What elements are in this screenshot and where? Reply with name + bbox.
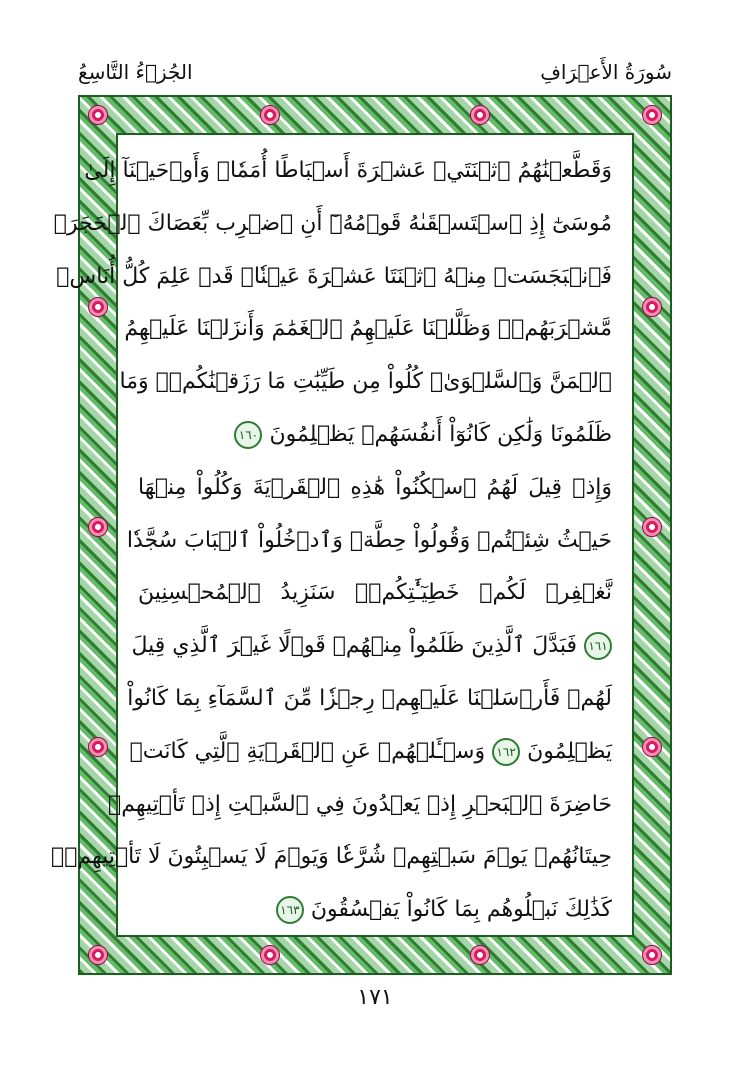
- verse-text: كَذَٰلِكَ نَبۡلُوهُم بِمَا كَانُواْ يَفۡسُقُونَ: [310, 897, 612, 923]
- text-line: نَّغۡفِرۡ لَكُمۡ خَطِيٓـَٰٔتِكُمۡۚ سَنَزِيدُ ٱلۡمُحۡسِنِينَ: [138, 580, 612, 606]
- page-number: ١٧١: [357, 985, 393, 1010]
- verse-text: ظَلَمُونَا وَلَٰكِن كَانُوٓاْ أَنفُسَهُمۡ يَظۡلِمُونَ: [269, 421, 612, 447]
- text-line: وَإِذۡ قِيلَ لَهُمُ ٱسۡكُنُواْ هَٰذِهِ ٱلۡقَرۡيَةَ وَكُلُواْ مِنۡهَا: [138, 474, 612, 500]
- text-line: وَقَطَّعۡنَٰهُمُ ٱثۡنَتَيۡ عَشۡرَةَ أَسۡبَاطًا أُمَمٗاۚ وَأَوۡحَيۡنَآ إِلَىٰ: [84, 158, 612, 183]
- text-line: فَٱنۢبَجَسَتۡ مِنۡهُ ٱثۡنَتَا عَشۡرَةَ عَيۡنٗاۖ قَدۡ عَلِمَ كُلُّ أُنَاسٖ: [56, 263, 612, 289]
- quran-text: [51, 145, 612, 945]
- text-line: ٱلۡمَنَّ وَٱلسَّلۡوَىٰۖ كُلُواْ مِن طَيِّبَٰتِ مَا رَزَقۡنَٰكُمۡۚ وَمَا: [119, 369, 612, 395]
- ayah-number-marker: ١٦٠: [234, 421, 262, 449]
- text-line: حَيۡثُ شِئۡتُمۡ وَقُولُواْ حِطَّةٞ وَٱدۡخُلُواْ ٱلۡبَابَ سُجَّدٗا: [126, 527, 612, 553]
- text-line: لَهُمۡ فَأَرۡسَلۡنَا عَلَيۡهِمۡ رِجۡزٗا مِّنَ ٱلسَّمَآءِ بِمَا كَانُواْ: [127, 685, 612, 711]
- verse-text: وَسۡـَٔلۡهُمۡ عَنِ ٱلۡقَرۡيَةِ ٱلَّتِي كَانَتۡ: [129, 738, 486, 764]
- text-line: [129, 726, 612, 779]
- text-line: [138, 409, 612, 462]
- surah-name: سُورَةُ الأَعۡرَافِ: [540, 60, 672, 84]
- text-area-wrapper: [51, 95, 672, 975]
- ayah-number-marker: ١٦٣: [276, 896, 304, 924]
- ayah-number-marker: ١٦٢: [492, 738, 520, 766]
- verse-text: فَبَدَّلَ ٱلَّذِينَ ظَلَمُواْ مِنۡهُمۡ قَوۡلًا غَيۡرَ ٱلَّذِي قِيلَ: [131, 633, 577, 659]
- page-header: [78, 56, 672, 92]
- text-line: [138, 884, 612, 937]
- text-line: [131, 620, 612, 673]
- ayah-number-marker: ١٦١: [584, 632, 612, 660]
- text-line: مَّشۡرَبَهُمۡۚ وَظَلَّلۡنَا عَلَيۡهِمُ ٱلۡغَمَٰمَ وَأَنزَلۡنَا عَلَيۡهِمُ: [124, 316, 612, 342]
- juz-name: الجُزۡءُ التَّاسِعُ: [78, 60, 193, 84]
- text-line: مُوسَىٰٓ إِذِ ٱسۡتَسۡقَىٰهُ قَوۡمُهُۥٓ أَنِ ٱضۡرِب بِّعَصَاكَ ٱلۡحَجَرَۖ: [53, 210, 612, 236]
- text-line: حَاضِرَةَ ٱلۡبَحۡرِ إِذۡ يَعۡدُونَ فِي ٱلسَّبۡتِ إِذۡ تَأۡتِيهِمۡ: [108, 791, 612, 817]
- verse-text: يَظۡلِمُونَ: [527, 738, 612, 764]
- text-line: حِيتَانُهُمۡ يَوۡمَ سَبۡتِهِمۡ شُرَّعٗا وَيَوۡمَ لَا يَسۡبِتُونَ لَا تَأۡتِيهِمۡۚ: [51, 844, 612, 870]
